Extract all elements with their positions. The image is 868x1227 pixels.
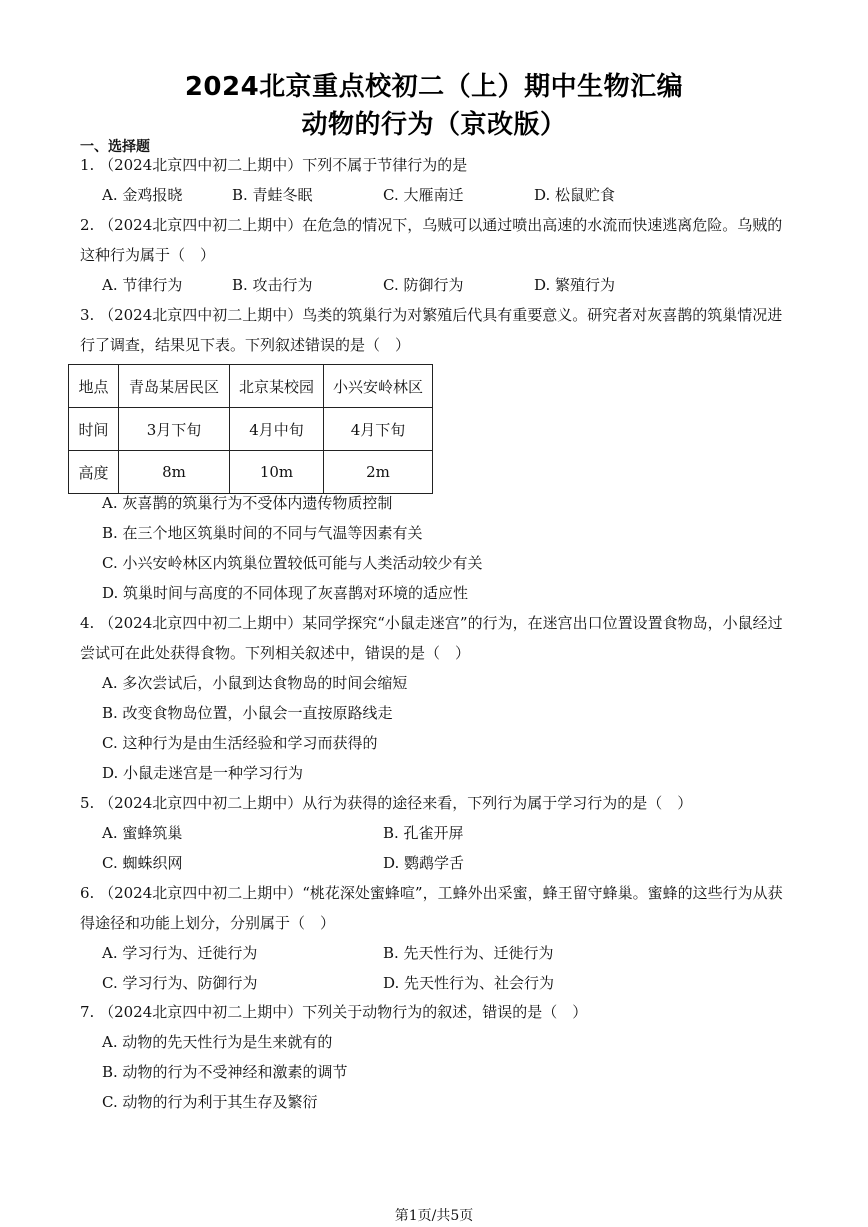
question-7-option-c: C. 动物的行为利于其生存及繁衍	[102, 1093, 318, 1111]
question-1-option-b: B. 青蛙冬眠	[232, 186, 313, 204]
question-2-stem-line-1: 2. （2024北京四中初二上期中）在危急的情况下，乌贼可以通过喷出高速的水流而快速逃离危险。乌贼的	[80, 216, 783, 234]
question-6-option-d: D. 先天性行为、社会行为	[383, 974, 555, 992]
question-2-option-d: D. 繁殖行为	[534, 276, 616, 294]
document-title: 2024北京重点校初二（上）期中生物汇编	[184, 72, 684, 102]
question-6-stem-line-1: 6. （2024北京四中初二上期中）“桃花深处蜜蜂喧”，工蜂外出采蜜，蜂王留守蜂巢。蜜蜂的这些行为从获	[80, 884, 783, 902]
table-cell: 4月下旬	[324, 408, 433, 451]
table-cell: 北京某校园	[230, 365, 324, 408]
question-3-option-a: A. 灰喜鹊的筑巢行为不受体内遗传物质控制	[102, 494, 393, 512]
question-4-option-b: B. 改变食物岛位置，小鼠会一直按原路线走	[102, 704, 393, 722]
question-4-option-a: A. 多次尝试后，小鼠到达食物岛的时间会缩短	[102, 674, 408, 692]
question-5-stem: 5. （2024北京四中初二上期中）从行为获得的途径来看，下列行为属于学习行为的是（ ）	[80, 794, 693, 812]
question-3-stem-line-1: 3. （2024北京四中初二上期中）鸟类的筑巢行为对繁殖后代具有重要意义。研究者对灰喜鹊的筑巢情况进	[80, 306, 783, 324]
question-1-option-a: A. 金鸡报晓	[102, 186, 183, 204]
page-number: 第1页/共5页	[394, 1208, 474, 1224]
nesting-survey-table	[68, 364, 433, 494]
section-heading: 一、选择题	[80, 139, 150, 155]
question-3-stem-line-2: 行了调查，结果见下表。下列叙述错误的是（ ）	[80, 336, 411, 354]
question-4-stem-line-2: 尝试可在此处获得食物。下列相关叙述中，错误的是（ ）	[80, 644, 471, 662]
question-1-option-d: D. 松鼠贮食	[534, 186, 616, 204]
question-6-option-b: B. 先天性行为、迁徙行为	[383, 944, 554, 962]
table-cell: 2m	[324, 451, 433, 494]
question-2-option-a: A. 节律行为	[102, 276, 183, 294]
question-6-option-c: C. 学习行为、防御行为	[102, 974, 258, 992]
table-cell: 小兴安岭林区	[324, 365, 433, 408]
question-5-option-c: C. 蜘蛛织网	[102, 854, 183, 872]
question-7-stem: 7. （2024北京四中初二上期中）下列关于动物行为的叙述，错误的是（ ）	[80, 1003, 588, 1021]
table-row	[69, 365, 433, 408]
table-row	[69, 408, 433, 451]
question-6-stem-line-2: 得途径和功能上划分，分别属于（ ）	[80, 914, 336, 932]
question-4-option-d: D. 小鼠走迷宫是一种学习行为	[102, 764, 304, 782]
question-1-option-c: C. 大雁南迁	[383, 186, 464, 204]
question-5-option-d: D. 鹦鹉学舌	[383, 854, 465, 872]
table-cell: 时间	[69, 408, 119, 451]
question-3-option-c: C. 小兴安岭林区内筑巢位置较低可能与人类活动较少有关	[102, 554, 483, 572]
table-row	[69, 451, 433, 494]
question-6-option-a: A. 学习行为、迁徙行为	[102, 944, 258, 962]
question-2-option-b: B. 攻击行为	[232, 276, 313, 294]
table-cell: 8m	[119, 451, 230, 494]
document-subtitle: 动物的行为（京改版）	[301, 110, 567, 140]
table-cell: 10m	[230, 451, 324, 494]
table-cell: 青岛某居民区	[119, 365, 230, 408]
question-4-option-c: C. 这种行为是由生活经验和学习而获得的	[102, 734, 378, 752]
question-5-option-a: A. 蜜蜂筑巢	[102, 824, 183, 842]
question-2-stem-line-2: 这种行为属于（ ）	[80, 246, 216, 264]
table-cell: 高度	[69, 451, 119, 494]
question-4-stem-line-1: 4. （2024北京四中初二上期中）某同学探究“小鼠走迷宫”的行为，在迷宫出口位置设置食物岛，小鼠经过	[80, 614, 783, 632]
question-3-option-b: B. 在三个地区筑巢时间的不同与气温等因素有关	[102, 524, 423, 542]
question-3-option-d: D. 筑巢时间与高度的不同体现了灰喜鹊对环境的适应性	[102, 584, 469, 602]
question-1-stem: 1. （2024北京四中初二上期中）下列不属于节律行为的是	[80, 156, 468, 174]
question-7-option-b: B. 动物的行为不受神经和激素的调节	[102, 1063, 348, 1081]
question-5-option-b: B. 孔雀开屏	[383, 824, 464, 842]
question-2-option-c: C. 防御行为	[383, 276, 464, 294]
question-7-option-a: A. 动物的先天性行为是生来就有的	[102, 1033, 333, 1051]
table-cell: 地点	[69, 365, 119, 408]
table-cell: 4月中旬	[230, 408, 324, 451]
table-cell: 3月下旬	[119, 408, 230, 451]
